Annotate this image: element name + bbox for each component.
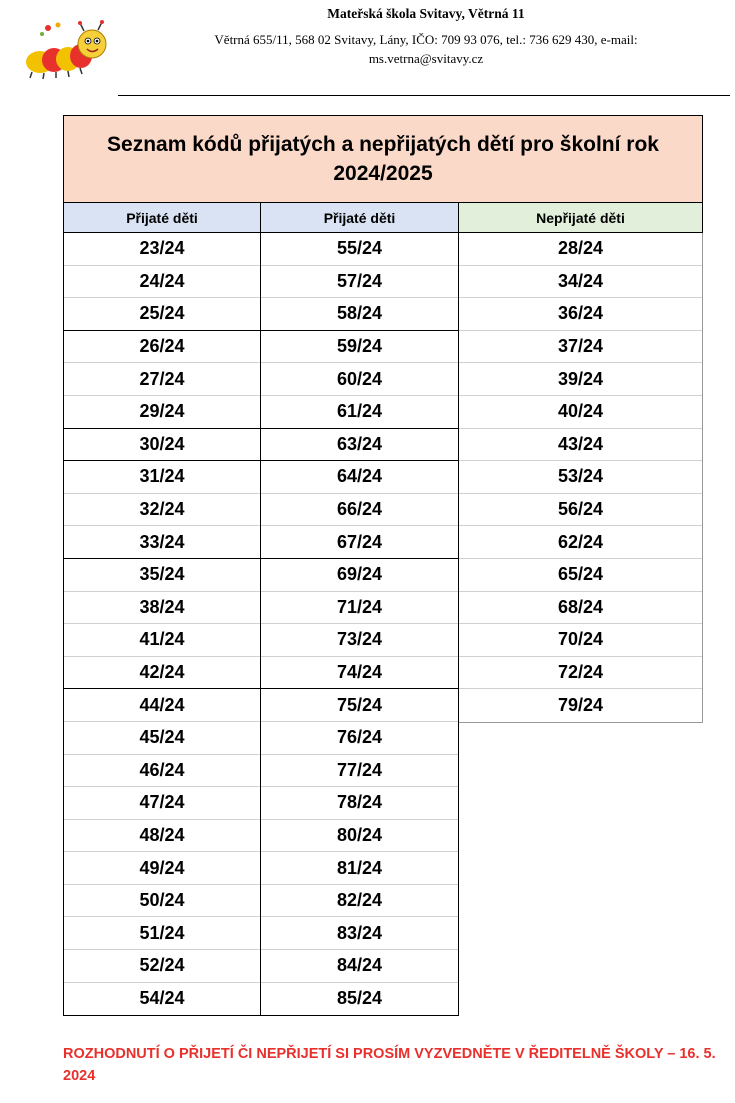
code-cell: 40/24	[459, 396, 702, 429]
code-list	[63, 233, 261, 1016]
code-cell: 50/24	[64, 885, 260, 918]
code-cell: 38/24	[64, 592, 260, 625]
column-header: Přijaté děti	[261, 203, 459, 233]
code-cell: 47/24	[64, 787, 260, 820]
code-cell: 71/24	[261, 592, 458, 625]
header-divider	[118, 95, 730, 96]
code-cell: 78/24	[261, 787, 458, 820]
code-cell: 63/24	[261, 429, 458, 462]
code-cell: 73/24	[261, 624, 458, 657]
code-cell: 65/24	[459, 559, 702, 592]
admitted-column-1	[63, 203, 261, 1016]
code-cell: 72/24	[459, 657, 702, 690]
code-cell: 49/24	[64, 852, 260, 885]
school-address	[120, 30, 732, 68]
code-list	[459, 233, 703, 723]
code-cell: 58/24	[261, 298, 458, 331]
code-cell: 29/24	[64, 396, 260, 429]
code-cell: 68/24	[459, 592, 702, 625]
code-cell: 57/24	[261, 266, 458, 299]
code-list	[261, 233, 459, 1016]
letterhead	[0, 0, 735, 100]
code-cell: 31/24	[64, 461, 260, 494]
code-cell: 32/24	[64, 494, 260, 527]
code-cell: 61/24	[261, 396, 458, 429]
code-cell: 44/24	[64, 689, 260, 722]
code-cell: 51/24	[64, 917, 260, 950]
code-cell: 23/24	[64, 233, 260, 266]
school-name: Mateřská škola Svitavy, Větrná 11	[327, 6, 525, 21]
code-cell: 83/24	[261, 917, 458, 950]
code-cell: 64/24	[261, 461, 458, 494]
code-cell: 26/24	[64, 331, 260, 364]
code-cell: 41/24	[64, 624, 260, 657]
code-cell: 76/24	[261, 722, 458, 755]
address-line: Větrná 655/11, 568 02 Svitavy, Lány, IČO: 709 93 076, tel.: 736 629 430, e-mail:	[214, 32, 638, 47]
code-cell: 33/24	[64, 526, 260, 559]
code-cell: 55/24	[261, 233, 458, 266]
code-cell: 82/24	[261, 885, 458, 918]
code-cell: 24/24	[64, 266, 260, 299]
code-cell: 80/24	[261, 820, 458, 853]
not-admitted-column	[459, 203, 703, 723]
admitted-column-2	[261, 203, 459, 1016]
code-cell: 42/24	[64, 657, 260, 690]
code-cell: 74/24	[261, 657, 458, 690]
code-cell: 46/24	[64, 755, 260, 788]
code-cell: 52/24	[64, 950, 260, 983]
code-cell: 43/24	[459, 429, 702, 462]
code-cell: 75/24	[261, 689, 458, 722]
code-cell: 48/24	[64, 820, 260, 853]
code-cell: 35/24	[64, 559, 260, 592]
code-cell: 56/24	[459, 494, 702, 527]
code-cell: 62/24	[459, 526, 702, 559]
code-cell: 81/24	[261, 852, 458, 885]
code-cell: 69/24	[261, 559, 458, 592]
code-cell: 60/24	[261, 363, 458, 396]
pickup-notice: ROZHODNUTÍ O PŘIJETÍ ČI NEPŘIJETÍ SI PROSÍM VYZVEDNĚTE V ŘEDITELNĚ ŠKOLY – 16. 5. 2024	[63, 1046, 716, 1084]
caterpillar-logo-icon	[18, 20, 110, 82]
code-cell: 30/24	[64, 429, 260, 462]
code-cell: 54/24	[139, 988, 185, 1009]
code-cell: 27/24	[64, 363, 260, 396]
code-cell: 45/24	[64, 722, 260, 755]
code-cell: 34/24	[459, 266, 702, 299]
code-cell: 28/24	[459, 233, 702, 266]
code-cell: 25/24	[64, 298, 260, 331]
code-cell: 77/24	[261, 755, 458, 788]
code-cell: 84/24	[261, 950, 458, 983]
code-cell: 67/24	[261, 526, 458, 559]
code-cell: 53/24	[459, 461, 702, 494]
code-cell: 59/24	[261, 331, 458, 364]
code-cell: 36/24	[459, 298, 702, 331]
table-title: Seznam kódů přijatých a nepřijatých dětí pro školní rok 2024/2025	[63, 115, 703, 203]
email-line: ms.vetrna@svitavy.cz	[368, 51, 484, 66]
column-header: Přijaté děti	[63, 203, 261, 233]
code-cell: 39/24	[459, 363, 702, 396]
code-cell: 37/24	[459, 331, 702, 364]
code-cell: 79/24	[557, 695, 604, 716]
code-cell: 85/24	[336, 988, 383, 1009]
column-header: Nepřijaté děti	[459, 203, 703, 233]
code-cell: 70/24	[459, 624, 702, 657]
code-cell: 66/24	[261, 494, 458, 527]
